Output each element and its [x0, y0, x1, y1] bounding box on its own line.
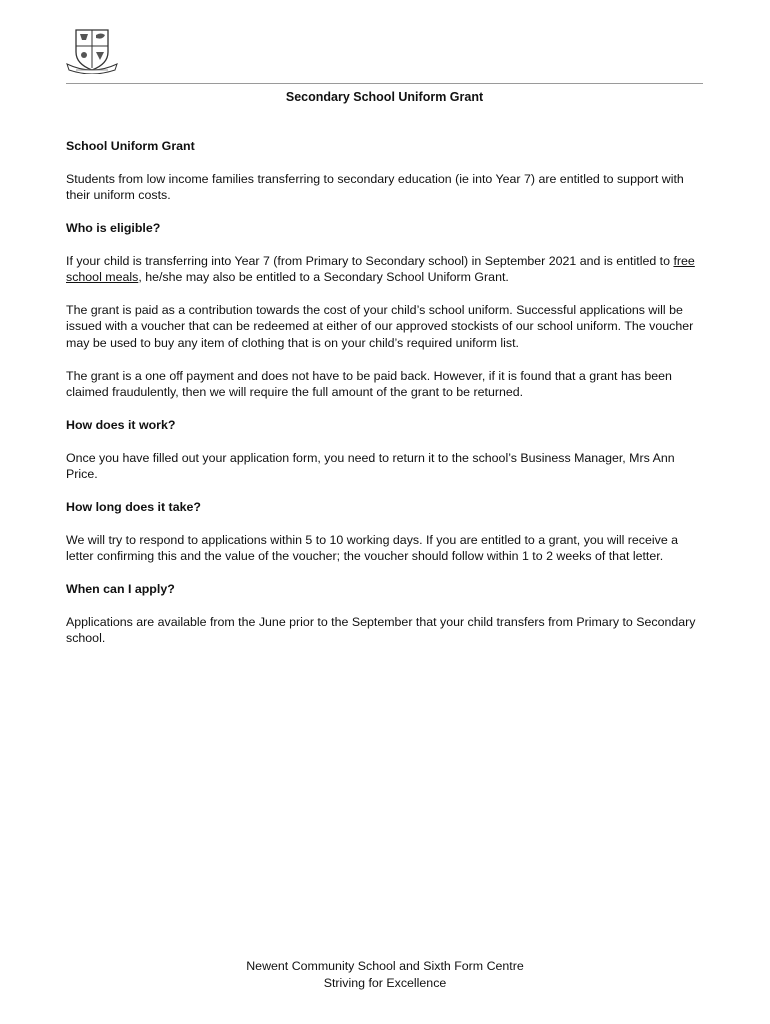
footer-motto: Striving for Excellence	[323, 975, 447, 990]
eligibility-paragraph	[66, 253, 706, 286]
heading-who-is-eligible: Who is eligible?	[66, 221, 161, 235]
footer-school-name: Newent Community School and Sixth Form Centre	[246, 959, 524, 973]
when-to-apply-paragraph: Applications are available from the June prior to the September that your child transfers from Primary to Secondary school.	[66, 614, 696, 646]
page-title: Secondary School Uniform Grant	[285, 90, 484, 104]
grant-repayment-paragraph: The grant is a one off payment and does not have to be paid back. However, if it is found that a grant has been claimed fraudulently, then we will require the full amount of the grant to be returned.	[66, 368, 672, 400]
heading-when-can-i-apply: When can I apply?	[66, 581, 175, 596]
eligibility-text-start: If your child is transferring into Year 7 (from Primary to Secondary school) in September 2021 and is entitled to	[66, 253, 674, 268]
processing-time-paragraph: We will try to respond to applications within 5 to 10 working days. If you are entitled to a grant, you will receive a letter confirming this and the value of the voucher; the voucher should follow within 1 to 2 weeks of that letter.	[66, 532, 679, 564]
page-footer	[0, 958, 770, 991]
how-it-works-paragraph: Once you have filled out your application form, you need to return it to the school’s Business Manager, Mrs Ann Price.	[66, 450, 675, 482]
header-rule	[66, 83, 703, 84]
heading-how-does-it-work: How does it work?	[66, 417, 176, 432]
heading-how-long-does-it-take: How long does it take?	[66, 499, 201, 514]
free-school-meals-link[interactable]: free school meals	[66, 253, 695, 285]
school-crest-icon	[64, 26, 120, 74]
intro-paragraph: Students from low income families transferring to secondary education (ie into Year 7) are entitled to support with their uniform costs.	[66, 171, 684, 203]
eligibility-text-end: , he/she may also be entitled to a Secondary School Uniform Grant.	[138, 270, 509, 285]
heading-school-uniform-grant: School Uniform Grant	[66, 139, 195, 153]
grant-contribution-paragraph: The grant is paid as a contribution towards the cost of your child’s school uniform. Successful applications will be issued with a voucher that can be redeemed at either of our approved stockists of our school uniform. The voucher may be used to buy any item of clothing that is on your child’s required uniform list.	[66, 303, 694, 350]
document-body	[66, 138, 706, 663]
